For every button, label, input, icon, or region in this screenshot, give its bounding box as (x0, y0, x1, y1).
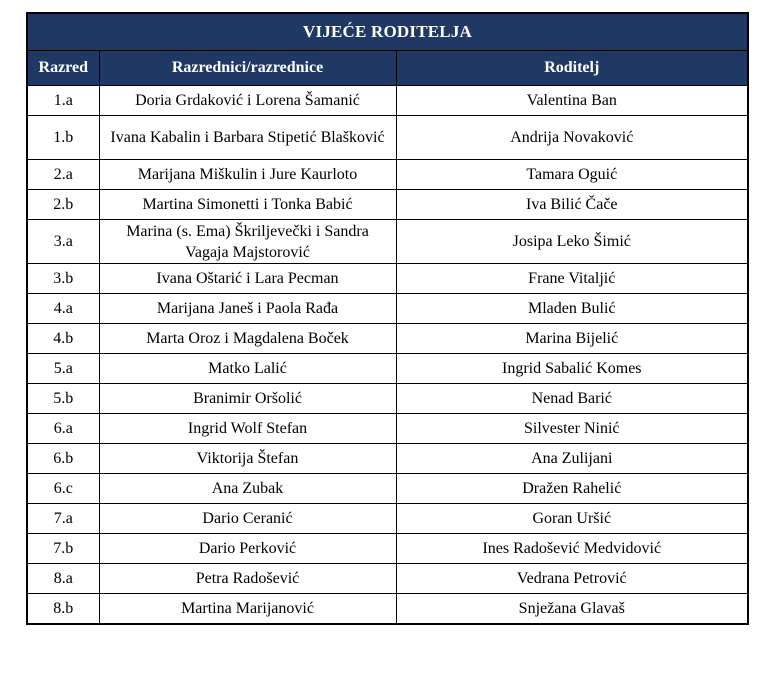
table-row (27, 220, 748, 264)
cell-razrednici: Ana Zubak (99, 474, 396, 504)
table-row (27, 160, 748, 190)
parents-council-table (26, 12, 749, 625)
cell-razred: 6.b (27, 444, 99, 474)
cell-razred: 6.c (27, 474, 99, 504)
table-row (27, 354, 748, 384)
cell-roditelj: Tamara Oguić (396, 160, 748, 190)
table-row (27, 594, 748, 625)
table-row (27, 324, 748, 354)
cell-razred: 7.b (27, 534, 99, 564)
cell-razrednici: Dario Ceranić (99, 504, 396, 534)
cell-roditelj: Ana Zulijani (396, 444, 748, 474)
cell-razred: 1.b (27, 116, 99, 160)
cell-roditelj: Valentina Ban (396, 86, 748, 116)
cell-razrednici: Marijana Janeš i Paola Rađa (99, 294, 396, 324)
cell-razred: 5.b (27, 384, 99, 414)
cell-razrednici: Matko Lalić (99, 354, 396, 384)
cell-razred: 4.b (27, 324, 99, 354)
cell-razrednici: Branimir Oršolić (99, 384, 396, 414)
cell-roditelj: Dražen Rahelić (396, 474, 748, 504)
cell-razrednici: Dario Perković (99, 534, 396, 564)
table-row (27, 86, 748, 116)
cell-razred: 6.a (27, 414, 99, 444)
cell-razrednici: Petra Radošević (99, 564, 396, 594)
cell-roditelj: Vedrana Petrović (396, 564, 748, 594)
table-header-row (27, 51, 748, 86)
cell-roditelj: Andrija Novaković (396, 116, 748, 160)
cell-roditelj: Silvester Ninić (396, 414, 748, 444)
table-title: VIJEĆE RODITELJA (27, 13, 748, 51)
cell-razrednici: Marina (s. Ema) Škriljevečki i Sandra Vagaja Majstorović (99, 220, 396, 264)
table-row (27, 190, 748, 220)
table-row (27, 444, 748, 474)
cell-razrednici: Ivana Oštarić i Lara Pecman (99, 264, 396, 294)
table-row (27, 474, 748, 504)
table-row (27, 414, 748, 444)
cell-roditelj: Snježana Glavaš (396, 594, 748, 625)
cell-razrednici: Ingrid Wolf Stefan (99, 414, 396, 444)
cell-razrednici: Ivana Kabalin i Barbara Stipetić Blašković (99, 116, 396, 160)
cell-razred: 8.b (27, 594, 99, 625)
cell-roditelj: Nenad Barić (396, 384, 748, 414)
cell-razred: 7.a (27, 504, 99, 534)
cell-razrednici: Martina Simonetti i Tonka Babić (99, 190, 396, 220)
cell-roditelj: Iva Bilić Čače (396, 190, 748, 220)
cell-roditelj: Goran Uršić (396, 504, 748, 534)
cell-roditelj: Marina Bijelić (396, 324, 748, 354)
parents-council-table-container (26, 12, 747, 625)
cell-razrednici: Viktorija Štefan (99, 444, 396, 474)
table-title-row (27, 13, 748, 51)
table-row (27, 564, 748, 594)
cell-razred: 2.a (27, 160, 99, 190)
column-header-roditelj: Roditelj (396, 51, 748, 86)
cell-razrednici: Marta Oroz i Magdalena Boček (99, 324, 396, 354)
table-row (27, 116, 748, 160)
cell-roditelj: Frane Vitaljić (396, 264, 748, 294)
column-header-razrednici: Razrednici/razrednice (99, 51, 396, 86)
table-row (27, 534, 748, 564)
cell-razrednici: Martina Marijanović (99, 594, 396, 625)
cell-roditelj: Ingrid Sabalić Komes (396, 354, 748, 384)
table-row (27, 384, 748, 414)
cell-razred: 5.a (27, 354, 99, 384)
cell-razrednici: Doria Grdaković i Lorena Šamanić (99, 86, 396, 116)
table-row (27, 264, 748, 294)
table-row (27, 504, 748, 534)
cell-razred: 3.a (27, 220, 99, 264)
cell-razred: 1.a (27, 86, 99, 116)
column-header-razred: Razred (27, 51, 99, 86)
cell-razred: 4.a (27, 294, 99, 324)
cell-razrednici: Marijana Miškulin i Jure Kaurloto (99, 160, 396, 190)
cell-razred: 2.b (27, 190, 99, 220)
cell-roditelj: Ines Radošević Medvidović (396, 534, 748, 564)
cell-roditelj: Mladen Bulić (396, 294, 748, 324)
table-row (27, 294, 748, 324)
cell-razred: 3.b (27, 264, 99, 294)
cell-roditelj: Josipa Leko Šimić (396, 220, 748, 264)
cell-razred: 8.a (27, 564, 99, 594)
